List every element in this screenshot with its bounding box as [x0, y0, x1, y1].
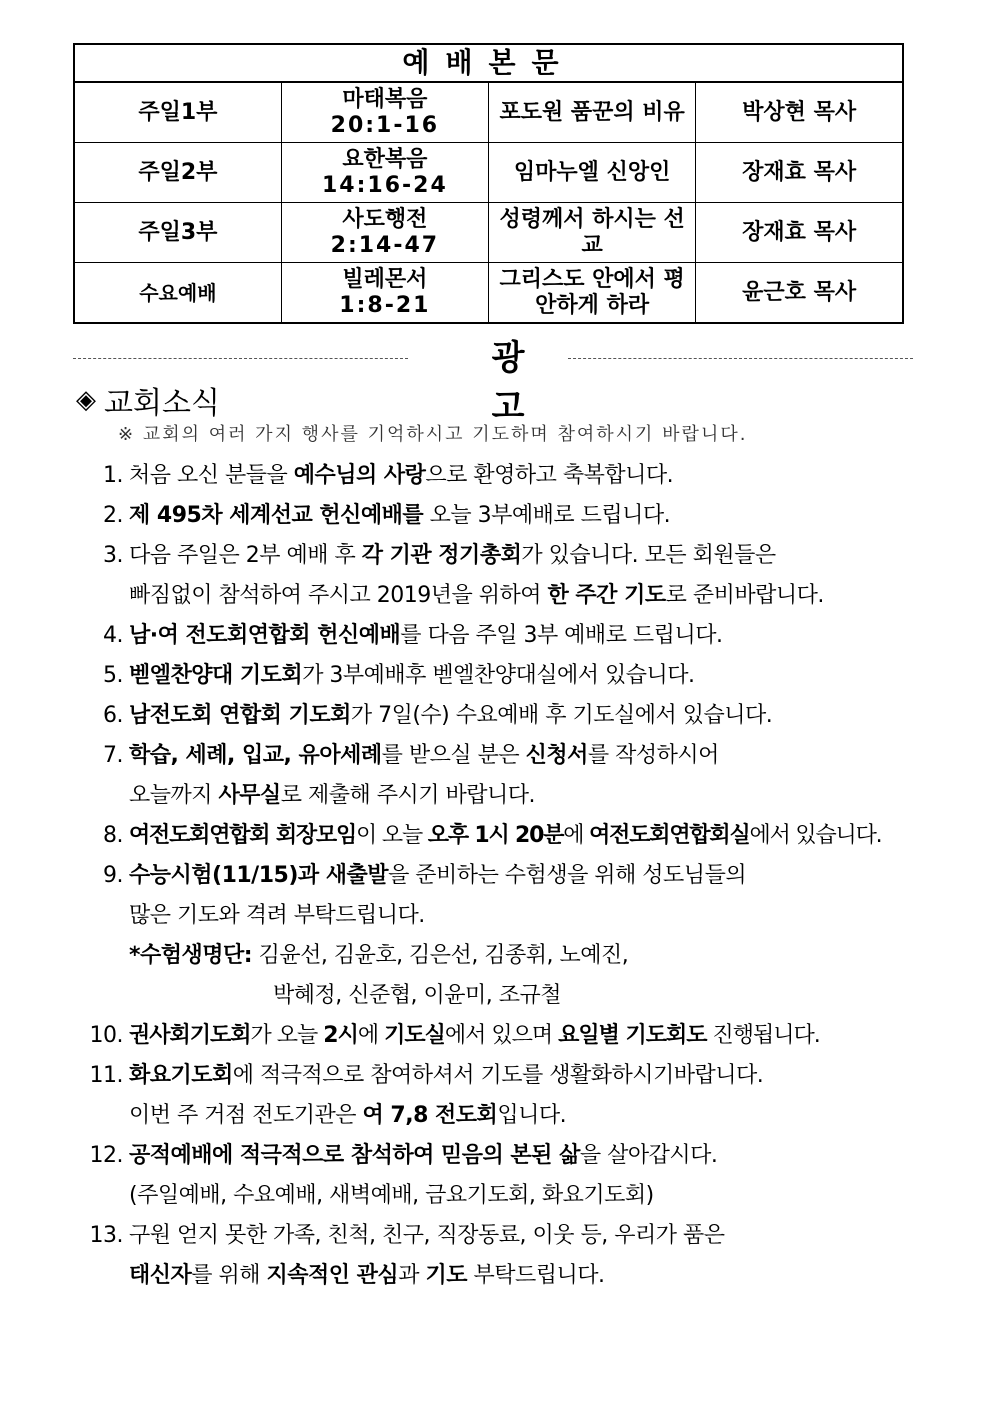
item-number: 7. — [103, 743, 123, 768]
service-name: 주일2부 — [74, 143, 281, 203]
item-emphasis: 공적예배에 적극적으로 참석하여 믿음의 본된 삶 — [129, 1143, 580, 1168]
item-text: 이번 주 거점 전도기관은 — [129, 1103, 363, 1128]
section-title-text: 교회소식 — [104, 386, 220, 421]
item-emphasis: 벧엘찬양대 기도회 — [129, 663, 303, 688]
item-text: 가 있습니다. 모든 회원들은 — [521, 543, 776, 568]
item-text: 를 위해 — [191, 1263, 267, 1288]
item-text: 입니다. — [497, 1103, 567, 1128]
item-emphasis: 여전도회연합회실 — [589, 823, 750, 848]
list-item — [75, 656, 955, 696]
sermon-title: 포도원 품꾼의 비유 — [489, 82, 696, 143]
announcement-list — [75, 456, 955, 1296]
item-text: 구원 얻지 못한 가족, 친척, 친구, 직장동료, 이웃 등, 우리가 품은 — [129, 1223, 725, 1248]
item-text: 빠짐없이 참석하여 주시고 2019년을 위하여 — [129, 583, 548, 608]
item-emphasis: 권사회기도회 — [129, 1023, 251, 1048]
preacher: 장재효 목사 — [696, 203, 903, 263]
item-text: 다음 주일은 2부 예배 후 — [129, 543, 362, 568]
item-emphasis: 기도 — [425, 1263, 467, 1288]
item-text: 에 — [357, 1023, 385, 1048]
service-name: 수요예배 — [74, 263, 281, 324]
service-name: 주일1부 — [74, 82, 281, 143]
item-text: 많은 기도와 격려 부탁드립니다. — [129, 903, 425, 928]
item-emphasis: *수험생명단: — [129, 943, 253, 968]
item-emphasis: 수능시험(11/15)과 새출발 — [129, 863, 389, 888]
table-row — [74, 203, 903, 263]
scripture-ref: 14:16-24 — [321, 172, 448, 198]
sermon-title: 그리스도 안에서 평안하게 하라 — [489, 263, 696, 324]
item-text: 에서 있습니다. — [749, 823, 882, 848]
item-emphasis: 사무실 — [218, 783, 281, 808]
item-text: 를 다음 주일 3부 예배로 드립니다. — [400, 623, 723, 648]
scripture-ref: 1:8-21 — [339, 292, 431, 318]
item-text: 에 — [563, 823, 590, 848]
item-text: 을 살아갑시다. — [579, 1143, 718, 1168]
item-emphasis: 화요기도회 — [129, 1063, 233, 1088]
scripture — [281, 263, 488, 324]
scripture-book: 빌레몬서 — [342, 266, 428, 292]
diamond-icon: ◈ — [76, 385, 96, 415]
item-text: 이 오늘 — [356, 823, 428, 848]
item-text: 진행됩니다. — [706, 1023, 820, 1048]
section-note: ※ 교회의 여러 가지 행사를 기억하시고 기도하며 참여하시기 바랍니다. — [118, 424, 748, 445]
item-emphasis: 2시 — [323, 1023, 358, 1048]
item-number: 13. — [89, 1223, 123, 1248]
list-item — [75, 456, 955, 496]
item-text: 박혜정, 신준협, 이윤미, 조규철 — [273, 983, 561, 1008]
table-row — [74, 143, 903, 203]
list-item — [75, 1216, 955, 1296]
item-text: 에서 있으며 — [444, 1023, 559, 1048]
item-text: 가 3부예배후 벧엘찬양대실에서 있습니다. — [302, 663, 695, 688]
item-emphasis: 여전도회연합회 회장모임 — [129, 823, 357, 848]
item-text: 김윤선, 김윤호, 김은선, 김종휘, 노예진, — [252, 943, 629, 968]
item-emphasis: 제 495차 세계선교 헌신예배를 — [129, 503, 424, 528]
item-number: 9. — [103, 863, 123, 888]
scripture — [281, 203, 488, 263]
item-text: 오늘까지 — [129, 783, 219, 808]
item-emphasis: 각 기관 정기총회 — [361, 543, 522, 568]
item-emphasis: 남·여 전도회연합회 헌신예배 — [129, 623, 401, 648]
item-text: 가 7일(수) 수요예배 후 기도실에서 있습니다. — [350, 703, 773, 728]
item-number: 6. — [103, 703, 123, 728]
list-item — [75, 496, 955, 536]
item-text: 로 준비바랍니다. — [665, 583, 824, 608]
sermon-table — [73, 43, 904, 324]
preacher: 박상현 목사 — [696, 82, 903, 143]
item-text: 가 오늘 — [250, 1023, 324, 1048]
list-item — [75, 1056, 955, 1136]
item-number: 5. — [103, 663, 123, 688]
table-row — [74, 82, 903, 143]
item-text: 을 준비하는 수험생을 위해 성도님들의 — [388, 863, 747, 888]
item-text: 으로 환영하고 축복합니다. — [425, 463, 674, 488]
scripture-book: 요한복음 — [342, 146, 428, 172]
scripture — [281, 82, 488, 143]
preacher: 장재효 목사 — [696, 143, 903, 203]
section-title — [76, 378, 220, 422]
item-text: 오늘 3부예배로 드립니다. — [423, 503, 671, 528]
list-item — [75, 856, 955, 1016]
table-row — [74, 263, 903, 324]
item-emphasis: 남전도회 연합회 기도회 — [129, 703, 351, 728]
scripture-ref: 2:14-47 — [330, 232, 440, 258]
preacher: 윤근호 목사 — [696, 263, 903, 324]
list-item — [75, 736, 955, 816]
item-emphasis: 요일별 기도회도 — [558, 1023, 707, 1048]
item-text: 를 작성하시어 — [587, 743, 719, 768]
item-number: 1. — [103, 463, 123, 488]
item-emphasis: 여 7,8 전도회 — [362, 1103, 498, 1128]
divider — [568, 358, 913, 359]
item-text: 부탁드립니다. — [466, 1263, 605, 1288]
sermon-table-title: 예배본문 — [74, 44, 903, 82]
item-number: 12. — [89, 1143, 123, 1168]
list-item — [75, 1136, 955, 1216]
item-number: 10. — [89, 1023, 123, 1048]
sermon-title: 임마누엘 신앙인 — [489, 143, 696, 203]
item-emphasis: 오후 1시 20분 — [427, 823, 564, 848]
list-item — [75, 1016, 955, 1056]
scripture-ref: 20:1-16 — [330, 112, 440, 138]
item-emphasis: 학습, 세례, 입교, 유아세례 — [129, 743, 382, 768]
list-item — [75, 536, 955, 616]
item-text: 과 — [398, 1263, 426, 1288]
list-item — [75, 816, 955, 856]
scripture-book: 사도행전 — [342, 206, 428, 232]
item-emphasis: 한 주간 기도 — [547, 583, 666, 608]
item-emphasis: 기도실 — [384, 1023, 445, 1048]
item-number: 8. — [103, 823, 123, 848]
list-item — [75, 696, 955, 736]
announcements-title: 광고 — [491, 338, 565, 427]
service-name: 주일3부 — [74, 203, 281, 263]
item-text: 로 제출해 주시기 바랍니다. — [280, 783, 536, 808]
item-emphasis: 지속적인 관심 — [266, 1263, 399, 1288]
sermon-title: 성령께서 하시는 선교 — [489, 203, 696, 263]
item-number: 4. — [103, 623, 123, 648]
item-text: (주일예배, 수요예배, 새벽예배, 금요기도회, 화요기도회) — [129, 1183, 654, 1208]
list-item — [75, 616, 955, 656]
divider — [73, 358, 408, 359]
item-text: 처음 오신 분들을 — [129, 463, 294, 488]
item-emphasis: 예수님의 사랑 — [293, 463, 426, 488]
scripture-book: 마태복음 — [342, 86, 428, 112]
item-number: 3. — [103, 543, 123, 568]
item-number: 11. — [89, 1063, 123, 1088]
item-text: 를 받으실 분은 — [381, 743, 526, 768]
item-emphasis: 신청서 — [525, 743, 588, 768]
item-number: 2. — [103, 503, 123, 528]
item-text: 에 적극적으로 참여하셔서 기도를 생활화하시기바랍니다. — [232, 1063, 764, 1088]
item-emphasis: 태신자 — [129, 1263, 192, 1288]
scripture — [281, 143, 488, 203]
